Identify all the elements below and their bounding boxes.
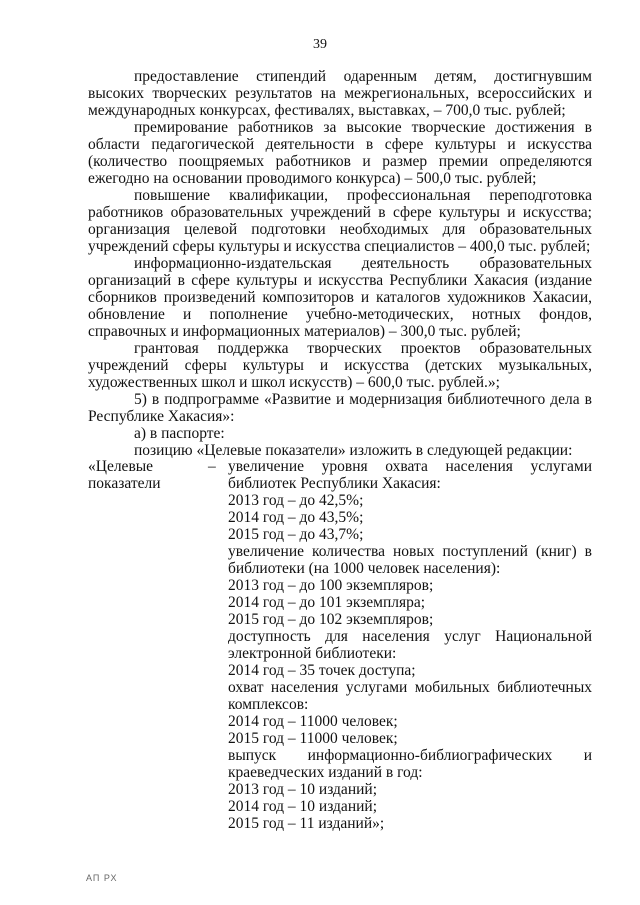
- paragraph: грантовая поддержка творческих проектов образовательных учреждений сферы культуры и искусства (детских музыкальных, художественных школ и школ искусств) – 600,0 тыс. рублей.»;: [88, 340, 592, 391]
- footer-stamp: АП РХ: [86, 873, 118, 883]
- indicator-line: 2013 год – до 42,5%;: [228, 492, 364, 509]
- indicator-line: 2014 год – 10 изданий;: [228, 798, 378, 815]
- indicator-line: 2015 год – до 102 экземпляров;: [228, 611, 434, 628]
- table-dash: –: [208, 458, 216, 475]
- indicator-line: выпуск информационно-библиографических и краеведческих изданий в год:: [228, 747, 592, 781]
- indicator-line: увеличение уровня охвата населения услугами библиотек Республики Хакасия:: [228, 458, 592, 492]
- paragraph: премирование работников за высокие творческие достижения в области педагогической деятельности в сфере культуры и искусства (количество поощряемых работников и размер премии определяются ежегодно на основании проводимого конкурса) – 500,0 тыс. рублей;: [88, 119, 592, 187]
- indicator-line: 2014 год – 11000 человек;: [228, 713, 398, 730]
- table-content: [228, 458, 592, 832]
- indicator-line: 2015 год – 11000 человек;: [228, 730, 398, 747]
- indicator-line: доступность для населения услуг Национальной электронной библиотеки:: [228, 628, 592, 662]
- document-body: [88, 68, 592, 459]
- paragraph: предоставление стипендий одаренным детям, достигнувшим высоких творческих результатов на межрегиональных, всероссийских и международных конкурсах, фестивалях, выставках, – 700,0 тыс. рублей;: [88, 68, 592, 119]
- indicator-line: 2014 год – 35 точек доступа;: [228, 662, 416, 679]
- indicator-line: 2013 год – до 100 экземпляров;: [228, 577, 434, 594]
- table-label: «Целевые показатели: [88, 458, 161, 492]
- paragraph: повышение квалификации, профессиональная переподготовка работников образовательных учреждений в сфере культуры и искусства; организация целевой подготовки необходимых для образовательных учреждений сферы культуры и искусства специалистов – 400,0 тыс. рублей;: [88, 187, 592, 255]
- indicator-line: 2014 год – до 43,5%;: [228, 509, 364, 526]
- paragraph: 5) в подпрограмме «Развитие и модернизация библиотечного дела в Республике Хакасия»:: [88, 391, 592, 425]
- indicator-line: охват населения услугами мобильных библиотечных комплексов:: [228, 679, 592, 713]
- paragraph: а) в паспорте:: [134, 425, 225, 442]
- indicator-line: 2015 год – до 43,7%;: [228, 526, 364, 543]
- page-number: 39: [313, 37, 327, 52]
- indicator-line: 2015 год – 11 изданий»;: [228, 815, 385, 832]
- paragraph: информационно-издательская деятельность образовательных организаций в сфере культуры и искусства Республики Хакасия (издание сборников произведений композиторов и каталогов художников Хакасии, обновление и пополнение учебно-методических, нотных фондов, справочных и информационных материалов) – 300,0 тыс. рублей;: [88, 255, 592, 340]
- indicator-line: 2013 год – 10 изданий;: [228, 781, 378, 798]
- indicator-line: увеличение количества новых поступлений (книг) в библиотеки (на 1000 человек населения):: [228, 543, 592, 577]
- paragraph: позицию «Целевые показатели» изложить в следующей редакции:: [134, 442, 573, 459]
- indicator-line: 2014 год – до 101 экземпляра;: [228, 594, 426, 611]
